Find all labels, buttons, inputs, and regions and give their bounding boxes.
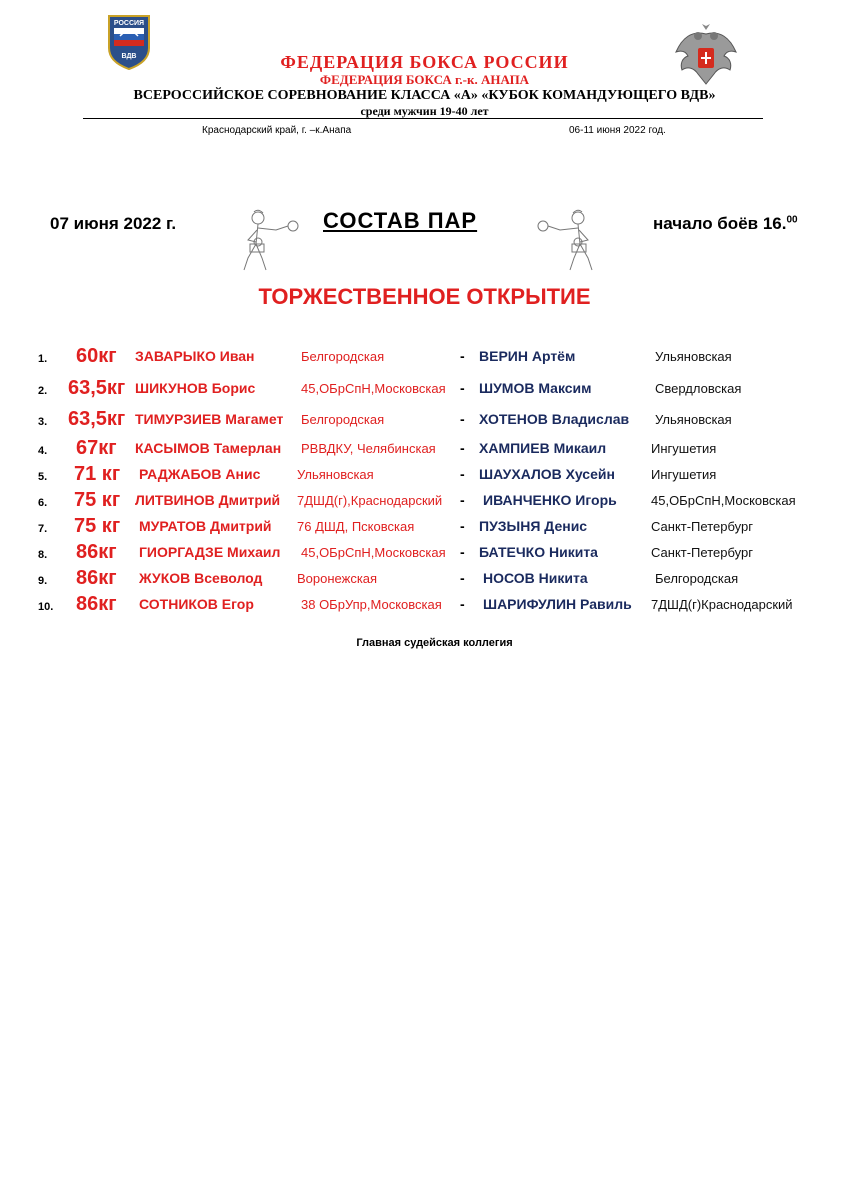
- boxer-blue-name: ХОТЕНОВ Владислав: [479, 411, 630, 427]
- weight-class: 86кг: [76, 593, 117, 615]
- start-time-label: начало боёв 16.: [653, 214, 787, 233]
- boxer-red-region: 45,ОБрСпН,Московская: [301, 381, 446, 396]
- competition-title: ВСЕРОССИЙСКОЕ СОРЕВНОВАНИЕ КЛАССА «А» «КУБОК КОМАНДУЮЩЕГО ВДВ»: [133, 88, 716, 103]
- boxer-red-region: 7ДШД(г),Краснодарский: [297, 493, 443, 508]
- pair-number: 1.: [38, 353, 48, 365]
- boxer-red-name: КАСЫМОВ Тамерлан: [135, 440, 282, 456]
- boxer-blue-name: БАТЕЧКО Никита: [479, 544, 598, 560]
- pair-row: [0, 408, 849, 434]
- boxer-blue-name: ХАМПИЕВ Микаил: [479, 440, 607, 456]
- boxer-red-region: Ульяновская: [297, 467, 374, 482]
- boxer-blue-region: Ульяновская: [655, 349, 732, 364]
- weight-class: 63,5кг: [68, 377, 126, 399]
- event-location: Краснодарский край, г. –к.Анапа: [202, 125, 352, 136]
- local-federation-title: ФЕДЕРАЦИЯ БОКСА г.-к. АНАПА: [319, 72, 530, 87]
- pair-row: [0, 567, 849, 593]
- boxer-red-name: ЖУКОВ Всеволод: [139, 570, 263, 586]
- boxer-blue-region: Санкт-Петербург: [651, 519, 753, 534]
- pair-row: [0, 463, 849, 489]
- pair-number: 9.: [38, 575, 48, 587]
- boxer-red-name: СОТНИКОВ Егор: [139, 596, 254, 612]
- boxer-blue-region: Ингушетия: [651, 467, 717, 482]
- boxer-blue-name: ШУМОВ Максим: [479, 380, 592, 396]
- boxer-red-name: ЗАВАРЫКО Иван: [135, 348, 255, 364]
- weight-class: 63,5кг: [68, 408, 126, 430]
- pair-row: [0, 345, 849, 371]
- boxer-red-name: РАДЖАБОВ Анис: [139, 466, 261, 482]
- boxer-red-region: Белгородская: [301, 349, 385, 364]
- boxer-red-region: 45,ОБрСпН,Московская: [301, 545, 446, 560]
- boxer-blue-name: ВЕРИН Артём: [479, 348, 576, 364]
- page-heading: СОСТАВ ПАР: [323, 208, 478, 233]
- weight-class: 75 кг: [74, 489, 121, 511]
- start-time: [653, 214, 798, 234]
- boxer-blue-region: Свердловская: [655, 381, 742, 396]
- boxer-blue-name: ШАУХАЛОВ Хусейн: [479, 466, 615, 482]
- weight-class: 86кг: [76, 567, 117, 589]
- pair-row: [0, 593, 849, 619]
- boxer-blue-name: НОСОВ Никита: [483, 570, 588, 586]
- pair-dash: -: [460, 440, 465, 456]
- boxer-blue-region: 7ДШД(г)Краснодарский: [651, 597, 793, 612]
- boxer-right-icon: [530, 208, 600, 272]
- boxer-blue-name: ШАРИФУЛИН Равиль: [483, 596, 632, 612]
- boxer-red-region: Белгородская: [301, 412, 385, 427]
- federation-title: ФЕДЕРАЦИЯ БОКСА РОССИИ: [280, 52, 569, 72]
- pair-dash: -: [460, 596, 465, 612]
- event-dates: 06-11 июня 2022 год.: [569, 125, 666, 136]
- pair-number: 5.: [38, 471, 48, 483]
- pair-number: 2.: [38, 385, 48, 397]
- emblem-text-top: РОССИЯ: [113, 20, 145, 27]
- boxer-red-name: МУРАТОВ Дмитрий: [139, 518, 272, 534]
- boxer-blue-region: Ингушетия: [651, 441, 717, 456]
- emblem-text-bottom: ВДВ: [121, 53, 137, 60]
- pair-dash: -: [460, 570, 465, 586]
- boxer-blue-name: ИВАНЧЕНКО Игорь: [483, 492, 617, 508]
- boxer-left-icon: [236, 208, 306, 272]
- ceremony-heading: ТОРЖЕСТВЕННОЕ ОТКРЫТИЕ: [258, 284, 591, 309]
- boxer-blue-name: ПУЗЫНЯ Денис: [479, 518, 588, 534]
- chief-judges-signature: Главная судейская коллегия: [356, 637, 513, 649]
- pair-dash: -: [460, 492, 465, 508]
- pair-number: 10.: [38, 601, 54, 613]
- boxer-blue-region: Белгородская: [655, 571, 739, 586]
- pair-dash: -: [460, 380, 465, 396]
- pair-number: 6.: [38, 497, 48, 509]
- competition-category: среди мужчин 19-40 лет: [360, 104, 489, 118]
- boxer-red-region: 38 ОБрУпр,Московская: [301, 597, 442, 612]
- pair-number: 7.: [38, 523, 48, 535]
- pair-number: 8.: [38, 549, 48, 561]
- boxer-blue-region: Санкт-Петербург: [651, 545, 753, 560]
- header-divider: [83, 118, 763, 119]
- pair-dash: -: [460, 544, 465, 560]
- pair-dash: -: [460, 348, 465, 364]
- weight-class: 86кг: [76, 541, 117, 563]
- pair-row: [0, 489, 849, 515]
- boxer-red-region: Воронежская: [297, 571, 378, 586]
- boxer-red-region: 76 ДШД, Псковская: [297, 519, 415, 534]
- boxer-blue-region: 45,ОБрСпН,Московская: [651, 493, 796, 508]
- pair-row: [0, 377, 849, 403]
- weight-class: 60кг: [76, 345, 117, 367]
- pair-row: [0, 541, 849, 567]
- boxer-red-name: ЛИТВИНОВ Дмитрий: [135, 492, 281, 508]
- boxer-blue-region: Ульяновская: [655, 412, 732, 427]
- pair-row: [0, 515, 849, 541]
- pair-dash: -: [460, 518, 465, 534]
- weight-class: 71 кг: [74, 463, 121, 485]
- bout-date: 07 июня 2022 г.: [50, 214, 177, 233]
- boxer-red-region: РВВДКУ, Челябинская: [301, 441, 436, 456]
- boxer-red-name: ТИМУРЗИЕВ Магамет: [135, 411, 284, 427]
- pair-number: 4.: [38, 445, 48, 457]
- boxer-red-name: ШИКУНОВ Борис: [135, 380, 256, 396]
- pair-number: 3.: [38, 416, 48, 428]
- pair-dash: -: [460, 466, 465, 482]
- pair-row: [0, 437, 849, 463]
- weight-class: 75 кг: [74, 515, 121, 537]
- pair-dash: -: [460, 411, 465, 427]
- weight-class: 67кг: [76, 437, 117, 459]
- boxer-red-name: ГИОРГАДЗЕ Михаил: [139, 544, 281, 560]
- start-time-minutes: 00: [786, 214, 798, 226]
